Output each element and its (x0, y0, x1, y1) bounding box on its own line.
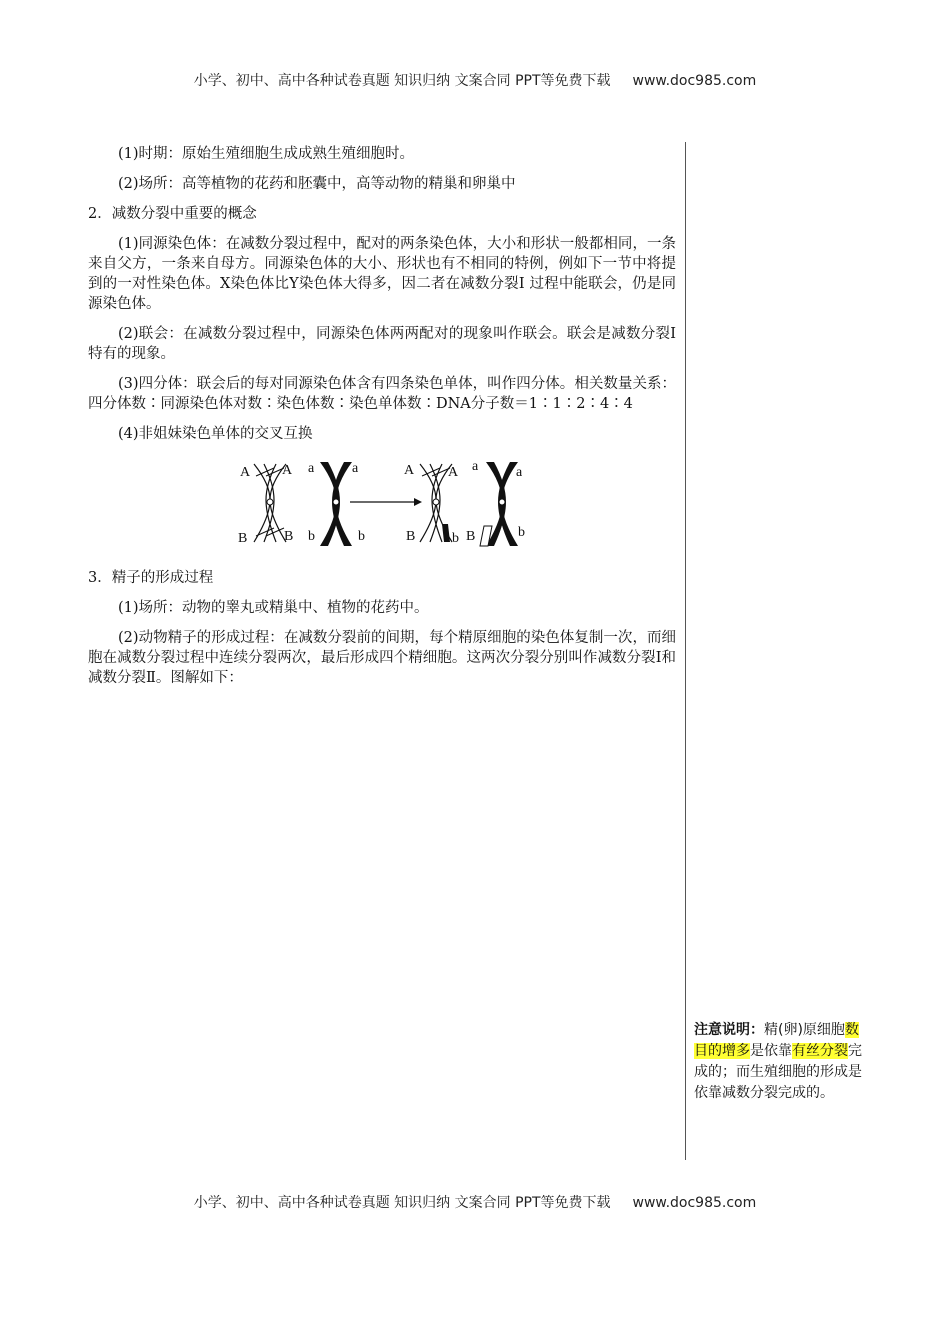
margin-divider (685, 142, 686, 1160)
paragraph-sperm-process: (2)动物精子的形成过程：在减数分裂前的间期，每个精原细胞的染色体复制一次，而细胞在减数分裂过程中连续分裂两次，最后形成四个精细胞。这两次分裂分别叫作减数分裂Ⅰ和减数分裂Ⅱ。图解如下： (88, 630, 676, 686)
label-b-right: b (358, 529, 365, 544)
footer-text: 小学、初中、高中各种试卷真题 知识归纳 文案合同 PPT等免费下载 (193, 1195, 611, 1211)
label-b-after-hollow: b (452, 531, 459, 546)
paragraph-homologous: (1)同源染色体：在减数分裂过程中，配对的两条染色体，大小和形状一般都相同，一条来自父方，一条来自母方。同源染色体的大小、形状也有不相同的特例，例如下一节中将提到的一对性染色体。X染色体比Y染色体大得多，因二者在减数分裂Ⅰ 过程中能联会，仍是同源染色体。 (88, 236, 676, 312)
paragraph-synapsis: (2)联会：在减数分裂过程中，同源染色体两两配对的现象叫作联会。联会是减数分裂Ⅰ特有的现象。 (88, 326, 676, 362)
crossover-diagram-svg (88, 454, 676, 554)
paragraph-sperm-site: (1)场所：动物的睾丸或精巢中、植物的花药中。 (118, 600, 429, 616)
note-label: 注意说明： (694, 1022, 764, 1038)
solid-chromosome-after (480, 462, 518, 546)
note-highlight-increase: 数目的增多 (694, 1022, 859, 1059)
transition-arrow (350, 498, 422, 506)
note-highlight-mitosis: 有丝分裂 (792, 1043, 848, 1059)
label-B-right: B (284, 529, 294, 544)
section-heading-sperm: 3．精子的形成过程 (88, 570, 214, 586)
label-A-after-right: A (448, 465, 459, 480)
label-a-left: a (308, 461, 315, 476)
header-site[interactable]: www.doc985.com (632, 73, 757, 89)
paragraph-tetrad: (3)四分体：联会后的每对同源染色体含有四条染色单体，叫作四分体。相关数量关系：四分体数∶同源染色体对数∶染色体数∶染色单体数∶DNA分子数＝1∶1∶2∶4∶4 (88, 376, 676, 412)
label-B-after-solid: B (466, 529, 476, 544)
header-text: 小学、初中、高中各种试卷真题 知识归纳 文案合同 PPT等免费下载 (193, 73, 611, 89)
crossover-diagram (88, 454, 676, 554)
solid-chromosome-before (320, 462, 352, 546)
footer-site[interactable]: www.doc985.com (632, 1195, 757, 1211)
side-note (694, 1020, 866, 1104)
label-a-after-right: a (516, 465, 523, 480)
label-B-after-left: B (406, 529, 416, 544)
label-A-right: A (282, 463, 293, 478)
label-a-after-left: a (472, 459, 479, 474)
label-a-right: a (352, 461, 359, 476)
label-A-after-left: A (404, 463, 415, 478)
section-heading-concepts: 2．减数分裂中重要的概念 (88, 206, 257, 222)
label-A-left: A (240, 465, 251, 480)
note-text-3: 完成的；而生殖细胞的形成是依靠减数分裂完成的。 (694, 1043, 862, 1101)
note-text-2: 是依靠 (750, 1043, 792, 1059)
main-content (88, 142, 676, 698)
paragraph-period: (1)时期：原始生殖细胞生成成熟生殖细胞时。 (118, 146, 415, 162)
paragraph-location: (2)场所：高等植物的花药和胚囊中，高等动物的精巢和卵巢中 (118, 176, 516, 192)
note-text-1: 精(卵)原细胞 (764, 1022, 845, 1038)
page-header (0, 70, 950, 90)
page-footer (0, 1192, 950, 1212)
label-b-left: b (308, 529, 315, 544)
paragraph-crossover: (4)非姐妹染色单体的交叉互换 (118, 426, 313, 442)
label-B-left: B (238, 531, 248, 546)
label-b-after-solid: b (518, 525, 525, 540)
